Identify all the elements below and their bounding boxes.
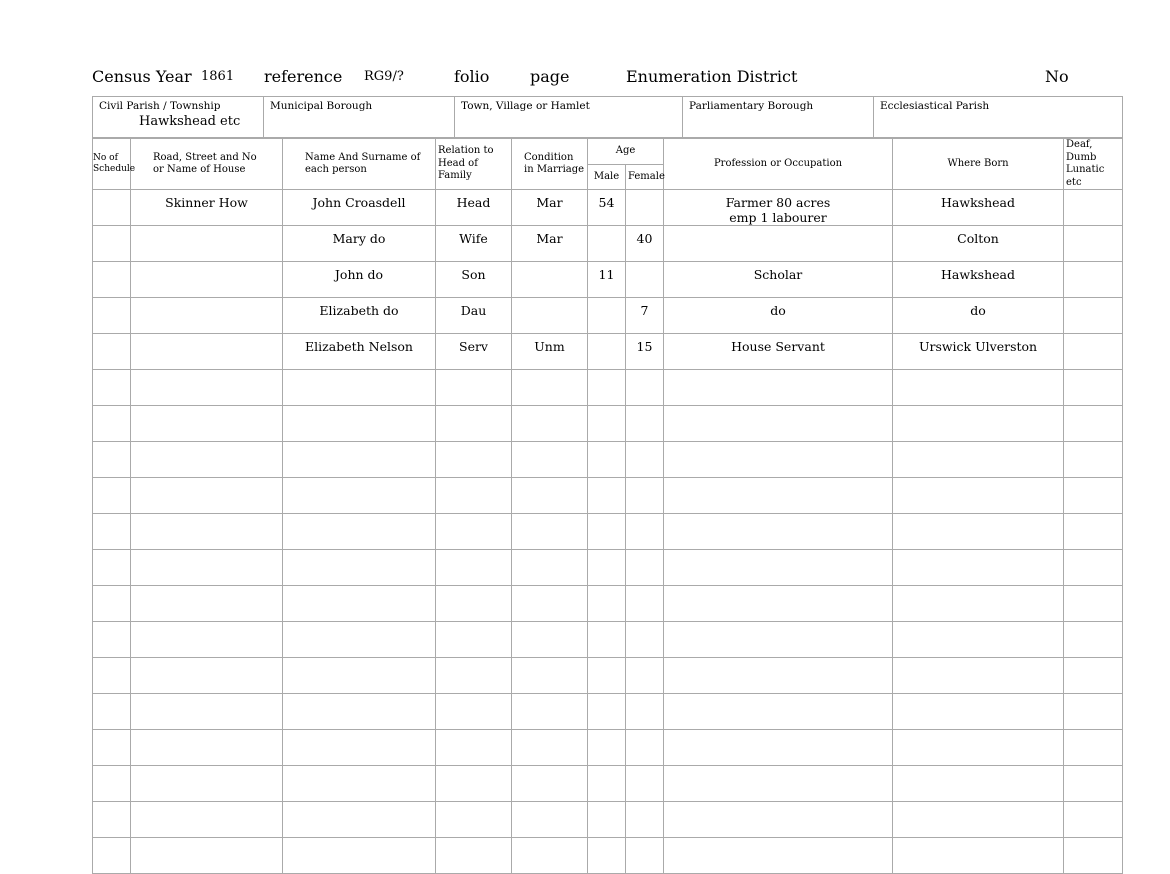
census-year-value: 1861: [201, 69, 235, 84]
blank-cell: [93, 586, 131, 622]
blank-cell: [588, 694, 626, 730]
blank-cell: [283, 370, 436, 406]
blank-cell: [131, 514, 283, 550]
female-age-cell: 40: [626, 226, 664, 262]
blank-cell: [626, 766, 664, 802]
schedule-cell: [93, 334, 131, 370]
blank-cell: [588, 622, 626, 658]
blank-cell: [1064, 478, 1123, 514]
blank-cell: [664, 370, 893, 406]
blank-cell: [436, 694, 512, 730]
profession-line: do: [770, 303, 786, 318]
blank-cell: [1064, 658, 1123, 694]
blank-cell: [436, 730, 512, 766]
blank-cell: [626, 550, 664, 586]
blank-cell: [512, 658, 588, 694]
name-cell: John Croasdell: [283, 190, 436, 226]
blank-cell: [93, 622, 131, 658]
road-cell: [131, 226, 283, 262]
blank-cell: [1064, 370, 1123, 406]
blank-cell: [283, 586, 436, 622]
road-cell: Skinner How: [131, 190, 283, 226]
blank-cell: [512, 514, 588, 550]
blank-cell: [283, 694, 436, 730]
blank-cell: [1064, 586, 1123, 622]
blank-cell: [93, 442, 131, 478]
blank-cell: [664, 838, 893, 874]
blank-cell: [436, 622, 512, 658]
parliamentary-borough-box: [683, 97, 874, 138]
no-label: No: [1045, 67, 1069, 86]
blank-row: [93, 838, 1123, 874]
blank-cell: [131, 370, 283, 406]
blank-row: [93, 658, 1123, 694]
where-born-cell: Urswick Ulverston: [893, 334, 1064, 370]
table-row: [93, 298, 1123, 334]
male-age-cell: [588, 226, 626, 262]
blank-cell: [664, 478, 893, 514]
schedule-cell: [93, 190, 131, 226]
parliamentary-borough-label: Parliamentary Borough: [689, 100, 814, 112]
profession-cell: [664, 226, 893, 262]
blank-cell: [93, 730, 131, 766]
blank-cell: [93, 802, 131, 838]
blank-cell: [1064, 514, 1123, 550]
blank-cell: [436, 766, 512, 802]
census-table: [92, 138, 1123, 874]
blank-cell: [588, 838, 626, 874]
blank-cell: [93, 370, 131, 406]
blank-cell: [283, 838, 436, 874]
deaf-cell: [1064, 190, 1123, 226]
schedule-cell: [93, 226, 131, 262]
table-row: [93, 226, 1123, 262]
blank-cell: [512, 730, 588, 766]
civil-parish-box: [93, 97, 264, 138]
blank-cell: [1064, 550, 1123, 586]
blank-cell: [893, 838, 1064, 874]
blank-cell: [436, 838, 512, 874]
blank-cell: [131, 694, 283, 730]
town-label: Town, Village or Hamlet: [461, 100, 590, 112]
condition-cell: Unm: [512, 334, 588, 370]
female-header: Female: [626, 164, 664, 190]
blank-cell: [664, 694, 893, 730]
blank-cell: [436, 802, 512, 838]
blank-cell: [436, 586, 512, 622]
blank-cell: [93, 766, 131, 802]
table-row: [93, 334, 1123, 370]
ecclesiastical-parish-box: [874, 97, 1123, 138]
profession-line: Farmer 80 acres: [725, 195, 831, 210]
where-born-cell: Hawkshead: [893, 262, 1064, 298]
blank-cell: [664, 406, 893, 442]
blank-cell: [131, 838, 283, 874]
condition-cell: Mar: [512, 190, 588, 226]
blank-row: [93, 694, 1123, 730]
relation-cell: Wife: [436, 226, 512, 262]
blank-row: [93, 442, 1123, 478]
civil-parish-value: Hawkshead etc: [139, 113, 241, 129]
deaf-cell: [1064, 226, 1123, 262]
condition-cell: [512, 298, 588, 334]
relation-header: Relation to Head of Family: [436, 139, 512, 190]
blank-cell: [588, 586, 626, 622]
blank-cell: [512, 442, 588, 478]
blank-cell: [93, 550, 131, 586]
blank-row: [93, 478, 1123, 514]
profession-line: Scholar: [753, 267, 803, 282]
blank-cell: [436, 550, 512, 586]
profession-cell: [664, 298, 893, 334]
civil-parish-label: Civil Parish / Township: [99, 100, 221, 112]
schedule-header: No of Schedule: [93, 139, 131, 190]
blank-cell: [664, 658, 893, 694]
blank-cell: [512, 586, 588, 622]
profession-header: Profession or Occupation: [664, 139, 893, 190]
condition-cell: Mar: [512, 226, 588, 262]
blank-cell: [626, 442, 664, 478]
blank-cell: [93, 478, 131, 514]
blank-cell: [93, 658, 131, 694]
folio-label: folio: [454, 67, 490, 86]
blank-row: [93, 730, 1123, 766]
blank-cell: [626, 478, 664, 514]
blank-cell: [893, 658, 1064, 694]
schedule-cell: [93, 298, 131, 334]
blank-cell: [131, 802, 283, 838]
blank-row: [93, 766, 1123, 802]
blank-cell: [283, 622, 436, 658]
blank-row: [93, 406, 1123, 442]
blank-cell: [664, 622, 893, 658]
reference-value: RG9/?: [364, 69, 404, 84]
blank-cell: [283, 730, 436, 766]
blank-cell: [283, 514, 436, 550]
blank-cell: [1064, 766, 1123, 802]
blank-cell: [512, 802, 588, 838]
where-born-cell: Hawkshead: [893, 190, 1064, 226]
blank-cell: [131, 406, 283, 442]
blank-cell: [893, 514, 1064, 550]
blank-cell: [131, 622, 283, 658]
municipal-borough-box: [264, 97, 455, 138]
male-age-cell: 11: [588, 262, 626, 298]
table-row: [93, 190, 1123, 226]
blank-cell: [1064, 442, 1123, 478]
blank-cell: [588, 370, 626, 406]
blank-cell: [93, 694, 131, 730]
blank-cell: [283, 406, 436, 442]
female-age-cell: 15: [626, 334, 664, 370]
blank-cell: [893, 406, 1064, 442]
blank-cell: [588, 550, 626, 586]
profession-line: House Servant: [731, 339, 825, 354]
blank-row: [93, 802, 1123, 838]
blank-cell: [131, 766, 283, 802]
deaf-cell: [1064, 334, 1123, 370]
blank-cell: [131, 586, 283, 622]
name-cell: Mary do: [283, 226, 436, 262]
blank-cell: [93, 406, 131, 442]
blank-cell: [664, 442, 893, 478]
blank-cell: [436, 370, 512, 406]
blank-cell: [664, 802, 893, 838]
blank-cell: [664, 586, 893, 622]
where-born-header: Where Born: [893, 139, 1064, 190]
blank-cell: [131, 442, 283, 478]
deaf-cell: [1064, 298, 1123, 334]
blank-cell: [1064, 694, 1123, 730]
profession-line: emp 1 labourer: [729, 210, 827, 225]
blank-cell: [512, 622, 588, 658]
condition-header: Condition in Marriage: [512, 139, 588, 190]
blank-cell: [626, 730, 664, 766]
where-born-cell: do: [893, 298, 1064, 334]
blank-cell: [1064, 406, 1123, 442]
blank-cell: [626, 370, 664, 406]
blank-cell: [893, 730, 1064, 766]
blank-cell: [626, 586, 664, 622]
blank-cell: [626, 694, 664, 730]
enumeration-district-label: Enumeration District: [626, 67, 798, 86]
blank-row: [93, 550, 1123, 586]
blank-cell: [893, 550, 1064, 586]
municipal-borough-label: Municipal Borough: [270, 100, 373, 112]
blank-cell: [512, 406, 588, 442]
male-age-cell: [588, 298, 626, 334]
name-cell: John do: [283, 262, 436, 298]
blank-cell: [93, 838, 131, 874]
name-cell: Elizabeth do: [283, 298, 436, 334]
blank-cell: [893, 370, 1064, 406]
female-age-cell: 7: [626, 298, 664, 334]
blank-cell: [93, 514, 131, 550]
profession-cell: [664, 334, 893, 370]
blank-cell: [893, 802, 1064, 838]
blank-cell: [512, 694, 588, 730]
profession-cell: [664, 190, 893, 226]
blank-cell: [131, 658, 283, 694]
blank-cell: [1064, 730, 1123, 766]
blank-cell: [893, 622, 1064, 658]
relation-cell: Head: [436, 190, 512, 226]
town-box: [455, 97, 683, 138]
where-born-cell: Colton: [893, 226, 1064, 262]
blank-cell: [436, 406, 512, 442]
blank-cell: [1064, 838, 1123, 874]
name-cell: Elizabeth Nelson: [283, 334, 436, 370]
road-cell: [131, 298, 283, 334]
blank-cell: [893, 442, 1064, 478]
blank-cell: [283, 550, 436, 586]
blank-cell: [588, 766, 626, 802]
blank-row: [93, 370, 1123, 406]
ecclesiastical-parish-label: Ecclesiastical Parish: [880, 100, 990, 112]
blank-cell: [1064, 622, 1123, 658]
blank-cell: [283, 478, 436, 514]
blank-cell: [283, 442, 436, 478]
blank-cell: [283, 658, 436, 694]
female-age-cell: [626, 262, 664, 298]
blank-row: [93, 514, 1123, 550]
road-cell: [131, 334, 283, 370]
relation-cell: Son: [436, 262, 512, 298]
road-cell: [131, 262, 283, 298]
male-header: Male: [588, 164, 626, 190]
age-header: Age: [588, 139, 664, 165]
blank-cell: [512, 478, 588, 514]
blank-cell: [893, 478, 1064, 514]
blank-cell: [436, 658, 512, 694]
census-year-label: Census Year: [92, 67, 192, 86]
blank-cell: [436, 442, 512, 478]
blank-cell: [512, 370, 588, 406]
blank-cell: [626, 838, 664, 874]
road-header: Road, Street and No or Name of House: [131, 139, 283, 190]
blank-cell: [436, 514, 512, 550]
condition-cell: [512, 262, 588, 298]
blank-cell: [588, 406, 626, 442]
blank-cell: [626, 622, 664, 658]
blank-cell: [664, 514, 893, 550]
blank-cell: [893, 766, 1064, 802]
relation-cell: Serv: [436, 334, 512, 370]
blank-cell: [512, 838, 588, 874]
blank-cell: [283, 802, 436, 838]
blank-row: [93, 586, 1123, 622]
reference-label: reference: [264, 67, 343, 86]
blank-cell: [588, 802, 626, 838]
blank-cell: [131, 730, 283, 766]
blank-cell: [626, 514, 664, 550]
parish-boxes: [92, 96, 1123, 138]
blank-cell: [626, 406, 664, 442]
page-label: page: [530, 67, 570, 86]
name-header: Name And Surname of each person: [283, 139, 436, 190]
relation-cell: Dau: [436, 298, 512, 334]
blank-cell: [1064, 802, 1123, 838]
blank-row: [93, 622, 1123, 658]
blank-cell: [664, 730, 893, 766]
blank-cell: [131, 550, 283, 586]
blank-cell: [626, 802, 664, 838]
blank-cell: [588, 478, 626, 514]
table-row: [93, 262, 1123, 298]
profession-cell: [664, 262, 893, 298]
blank-cell: [626, 658, 664, 694]
schedule-cell: [93, 262, 131, 298]
blank-cell: [588, 442, 626, 478]
male-age-cell: 54: [588, 190, 626, 226]
blank-cell: [664, 550, 893, 586]
deaf-cell: [1064, 262, 1123, 298]
blank-cell: [893, 694, 1064, 730]
blank-cell: [436, 478, 512, 514]
male-age-cell: [588, 334, 626, 370]
female-age-cell: [626, 190, 664, 226]
deaf-header: Deaf, Dumb Lunatic etc: [1064, 139, 1123, 190]
blank-cell: [893, 586, 1064, 622]
blank-cell: [512, 766, 588, 802]
blank-cell: [588, 730, 626, 766]
blank-cell: [588, 658, 626, 694]
blank-cell: [512, 550, 588, 586]
blank-cell: [283, 766, 436, 802]
blank-cell: [664, 766, 893, 802]
blank-cell: [588, 514, 626, 550]
blank-cell: [131, 478, 283, 514]
